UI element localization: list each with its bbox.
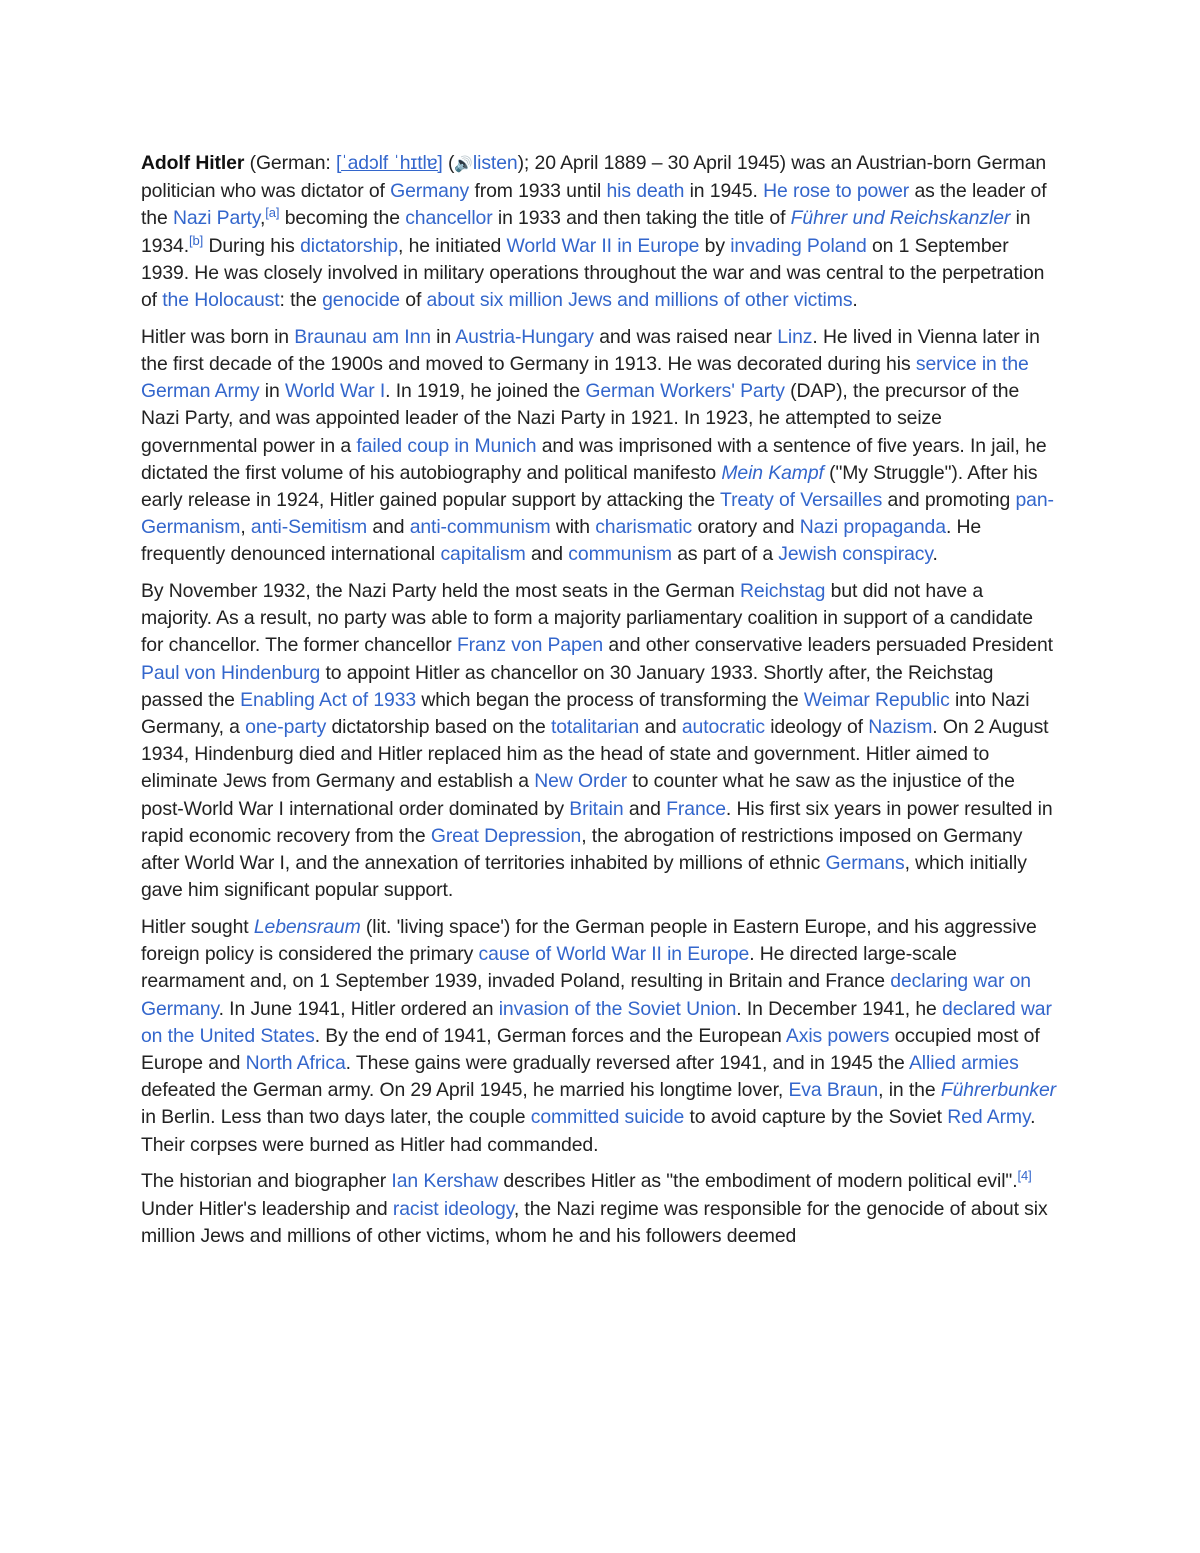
text: and — [623, 797, 667, 820]
link-versailles[interactable]: Treaty of Versailles — [720, 488, 883, 511]
text: The historian and biographer — [141, 1170, 392, 1193]
text: to appoint Hitler as chancellor on 30 January 1933. Shortly after, the Reichstag passed the — [141, 661, 994, 711]
link-lebensraum[interactable]: Lebensraum — [253, 915, 361, 938]
text: in — [430, 325, 456, 348]
link-axis-powers[interactable]: Axis powers — [785, 1024, 890, 1047]
text: ideology of — [764, 716, 869, 739]
text: . By the end of 1941, German forces and the European — [314, 1024, 786, 1047]
link-north-africa[interactable]: North Africa — [245, 1052, 346, 1074]
text: on 1 September 1939. He was closely involved in military operations throughout the war and was central to the perpetration of — [141, 234, 1045, 312]
link-germans[interactable]: Germans — [825, 852, 905, 875]
text: in Berlin. Less than two days later, the couple — [141, 1106, 531, 1129]
link-capitalism[interactable]: capitalism — [440, 543, 526, 566]
link-one-party[interactable]: one-party — [245, 716, 327, 739]
text: , — [240, 516, 251, 539]
text: and — [639, 716, 682, 739]
text: and — [367, 516, 410, 539]
text: in — [259, 380, 285, 403]
text: in 1934. — [141, 207, 1031, 257]
footnote-4[interactable]: [4] — [1017, 1168, 1032, 1184]
text: ( — [442, 152, 455, 174]
link-braunau[interactable]: Braunau am Inn — [294, 325, 431, 348]
text: , which initially gave him significant popular support. — [141, 852, 1027, 902]
link-war-on-us[interactable]: declared war on the United States — [141, 997, 1052, 1047]
paragraph-intro — [141, 150, 1057, 314]
text: oratory and — [692, 516, 800, 539]
text: but did not have a majority. As a result, no party was able to form a majority parliamentary coalition in support of a candidate for chancellor. The former chancellor — [141, 580, 1033, 657]
footnote-b[interactable]: [b] — [189, 232, 204, 248]
text: . He lived in Vienna later in the first decade of the 1900s and moved to Germany in 1913. He was decorated during his — [141, 325, 1040, 375]
link-nazi-propaganda[interactable]: Nazi propaganda — [799, 516, 946, 539]
text: and was imprisoned with a sentence of five years. In jail, he dictated the first volume of his autobiography and political manifesto — [141, 434, 1047, 484]
listen-link[interactable]: listen — [472, 152, 518, 174]
text: By November 1932, the Nazi Party held the most seats in the German — [141, 580, 741, 603]
text: . Their corpses were burned as Hitler had commanded. — [141, 1106, 1036, 1156]
text: and promoting — [882, 488, 1016, 511]
link-german-army-service[interactable]: service in the German Army — [141, 352, 1029, 403]
text: ("My Struggle"). After his early release in 1924, Hitler gained popular support by attacking the — [141, 461, 1038, 511]
text: . — [932, 543, 938, 566]
link-munich-coup[interactable]: failed coup in Munich — [356, 434, 537, 457]
text: as part of a — [671, 543, 779, 566]
link-dictatorship[interactable]: dictatorship — [300, 234, 399, 257]
text: by — [699, 234, 731, 257]
text: . In December 1941, he — [736, 997, 943, 1020]
text: Under Hitler's leadership and — [141, 1197, 393, 1220]
footnote-a[interactable]: [a] — [265, 205, 280, 221]
document-body — [141, 150, 1057, 1259]
text: (DAP), the precursor of the Nazi Party, and was appointed leader of the Nazi Party in 1921. In 1923, he attempted to seize governmental power in a — [141, 380, 1020, 457]
link-fuhrer[interactable]: Führer und Reichskanzler — [790, 207, 1011, 230]
link-austria-hungary[interactable]: Austria-Hungary — [455, 325, 594, 348]
link-red-army[interactable]: Red Army — [947, 1106, 1031, 1129]
link-anti-communism[interactable]: anti-communism — [409, 516, 551, 539]
text: , — [259, 207, 266, 230]
link-ww2-europe[interactable]: World War II in Europe — [506, 234, 700, 257]
link-weimar-republic[interactable]: Weimar Republic — [803, 688, 950, 711]
link-chancellor[interactable]: chancellor — [405, 207, 493, 230]
link-autocratic[interactable]: autocratic — [681, 716, 765, 739]
link-eva-braun[interactable]: Eva Braun — [788, 1079, 879, 1102]
text: defeated the German army. On 29 April 1945, he married his longtime lover, — [141, 1079, 789, 1102]
text: (German: — [244, 152, 336, 174]
text: Hitler was born in — [141, 325, 295, 348]
link-holocaust[interactable]: the Holocaust — [162, 289, 280, 312]
link-racist-ideology[interactable]: racist ideology — [392, 1197, 514, 1220]
text: of — [400, 289, 427, 312]
text: from 1933 until — [469, 180, 607, 203]
text: . He directed large-scale rearmament and, on 1 September 1939, invaded Poland, resulting in Britain and France — [141, 943, 957, 993]
link-charismatic[interactable]: charismatic — [595, 516, 693, 539]
link-jewish-conspiracy[interactable]: Jewish conspiracy — [778, 543, 933, 566]
link-britain[interactable]: Britain — [569, 797, 624, 820]
link-soviet-invasion[interactable]: invasion of the Soviet Union — [498, 997, 737, 1020]
text: and was raised near — [593, 325, 778, 348]
link-france[interactable]: France — [666, 797, 726, 820]
link-rise-to-power[interactable]: He rose to power — [763, 180, 910, 203]
text: and other conservative leaders persuaded President — [603, 634, 1053, 657]
text: dictatorship based on the — [326, 716, 551, 739]
text: . His first six years in power resulted in rapid economic recovery from the — [141, 797, 1053, 847]
text: . — [852, 289, 858, 312]
text: During his — [203, 234, 301, 257]
link-germany[interactable]: Germany — [390, 180, 470, 203]
link-von-papen[interactable]: Franz von Papen — [456, 634, 604, 657]
link-great-depression[interactable]: Great Depression — [430, 824, 582, 847]
link-pan-germanism[interactable]: pan-Germanism — [141, 488, 1054, 539]
link-dap[interactable]: German Workers' Party — [585, 380, 785, 403]
text: with — [550, 516, 596, 539]
text: in 1945. — [684, 180, 764, 203]
link-fuhrerbunker[interactable]: Führerbunker — [940, 1079, 1057, 1102]
text: Hitler sought — [141, 915, 254, 938]
text: into Nazi Germany, a — [141, 688, 1030, 739]
text: ); 20 April 1889 – 30 April 1945) was an Austrian-born German politician who was dictator of — [141, 152, 1047, 203]
paragraph-rise — [141, 578, 1057, 904]
text: and — [525, 543, 569, 566]
link-hindenburg[interactable]: Paul von Hindenburg — [141, 661, 321, 684]
text: occupied most of Europe and — [141, 1024, 1040, 1074]
article-subject: Adolf Hitler — [141, 152, 245, 174]
link-ian-kershaw[interactable]: Ian Kershaw — [391, 1170, 499, 1193]
link-new-order[interactable]: New Order — [534, 770, 628, 793]
text: . In June 1941, Hitler ordered an — [218, 997, 499, 1020]
text: . These gains were gradually reversed after 1941, and in 1945 the — [345, 1052, 909, 1074]
link-invading-poland[interactable]: invading Poland — [730, 234, 867, 257]
link-victims[interactable]: about six million Jews and millions of other victims — [426, 289, 853, 312]
text: which began the process of transforming the — [416, 688, 804, 711]
text: : the — [279, 289, 323, 312]
text: . On 2 August 1934, Hindenburg died and Hitler replaced him as the head of state and government. Hitler aimed to eliminate Jews from Germany and establish a — [141, 716, 1049, 793]
text: . He frequently denounced international — [141, 516, 982, 566]
text: . In 1919, he joined the — [385, 380, 586, 403]
text: , the abrogation of restrictions imposed on Germany after World War I, and the annexation of territories inhabited by millions of ethnic — [141, 824, 1023, 875]
link-communism[interactable]: communism — [568, 543, 672, 566]
link-anti-semitism[interactable]: anti-Semitism — [250, 516, 368, 539]
link-cause-of-ww2[interactable]: cause of World War II in Europe — [478, 943, 750, 966]
text: becoming the — [279, 207, 406, 230]
text: , he initiated — [398, 234, 507, 257]
link-ww1[interactable]: World War I — [284, 380, 386, 403]
paragraph-war — [141, 914, 1057, 1159]
link-enabling-act[interactable]: Enabling Act of 1933 — [240, 688, 417, 711]
speaker-icon[interactable]: 🔊 — [454, 156, 473, 173]
ipa-link[interactable]: [ˈadɔlf ˈhɪtlɐ] — [335, 152, 443, 174]
link-declaring-war[interactable]: declaring war on Germany — [141, 970, 1031, 1020]
text: , in the — [878, 1079, 941, 1102]
text: (lit. 'living space') for the German people in Eastern Europe, and his aggressive foreign policy is considered the primary — [141, 915, 1037, 966]
link-suicide[interactable]: committed suicide — [530, 1106, 685, 1129]
link-mein-kampf[interactable]: Mein Kampf — [721, 461, 824, 484]
link-linz[interactable]: Linz — [777, 325, 813, 348]
link-nazi-party[interactable]: Nazi Party — [172, 207, 260, 230]
text: as the leader of the — [141, 180, 1047, 230]
text: , the Nazi regime was responsible for the genocide of about six million Jews and millions of other victims, whom he and his followers deemed — [141, 1197, 1048, 1247]
text: in 1933 and then taking the title of — [492, 207, 791, 230]
link-reichstag[interactable]: Reichstag — [740, 580, 826, 603]
paragraph-early-life — [141, 324, 1057, 569]
link-totalitarian[interactable]: totalitarian — [550, 716, 640, 739]
link-genocide[interactable]: genocide — [322, 289, 400, 312]
paragraph-legacy — [141, 1168, 1057, 1250]
link-allied-armies[interactable]: Allied armies — [908, 1052, 1019, 1074]
text: to counter what he saw as the injustice of the post-World War I international order dominated by — [141, 770, 1015, 820]
link-his-death[interactable]: his death — [606, 180, 685, 203]
link-nazism[interactable]: Nazism — [868, 716, 933, 739]
text: to avoid capture by the Soviet — [684, 1106, 948, 1129]
text: describes Hitler as "the embodiment of modern political evil". — [498, 1170, 1018, 1193]
